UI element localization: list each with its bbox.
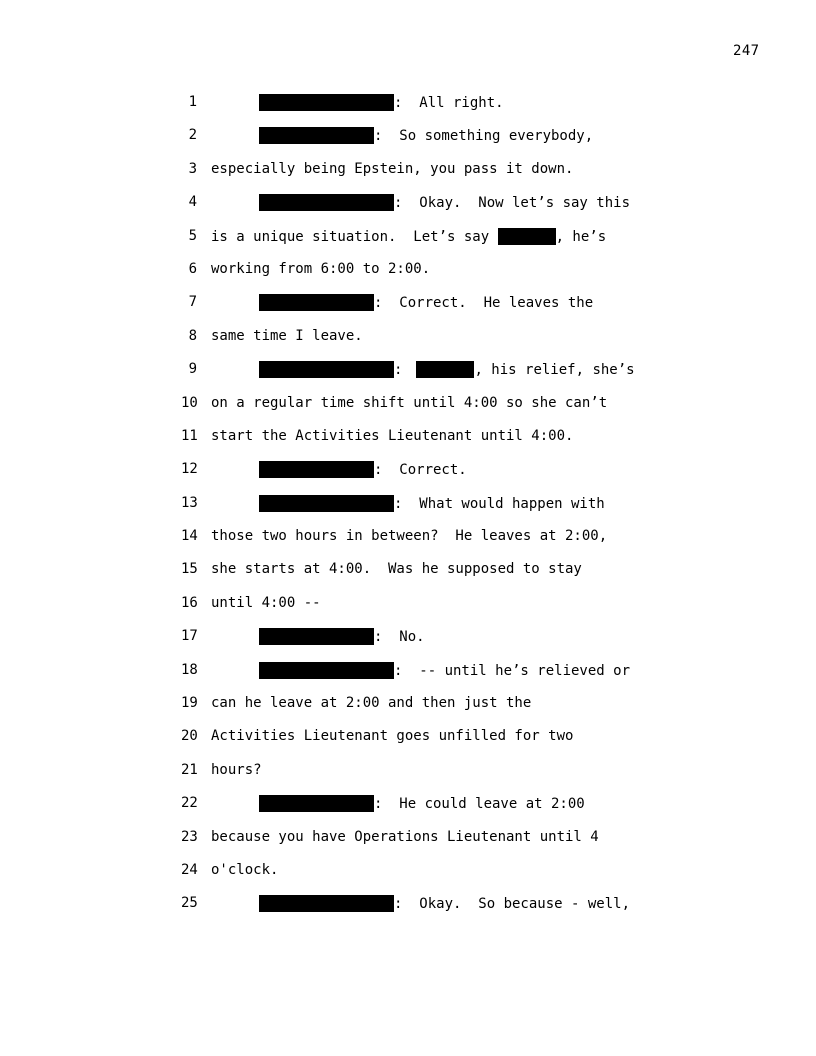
line-number: 24 [181, 861, 198, 878]
transcript-line-4 [0, 194, 816, 227]
line-text: start the Activities Lieutenant until 4:00. [211, 427, 574, 444]
redacted-speaker-name [259, 662, 394, 679]
transcript-line-17 [0, 628, 816, 661]
transcript-line-24 [0, 862, 816, 895]
transcript-line-23 [0, 829, 816, 862]
line-text [259, 461, 467, 478]
transcript-line-8 [0, 328, 816, 361]
line-number: 23 [181, 828, 198, 845]
line-number: 1 [188, 94, 197, 110]
transcript-line-21 [0, 762, 816, 795]
dialogue-text: : All right. [394, 95, 504, 111]
transcript-body [0, 94, 816, 929]
line-number: 17 [181, 628, 198, 645]
line-number: 9 [188, 361, 197, 378]
line-number: 5 [188, 227, 197, 244]
transcript-line-13 [0, 495, 816, 528]
line-text: working from 6:00 to 2:00. [211, 260, 431, 277]
dialogue-text: , his relief, she’s [474, 362, 635, 379]
transcript-line-7 [0, 294, 816, 327]
line-number: 18 [181, 661, 198, 678]
transcript-line-2 [0, 127, 816, 160]
redacted-speaker-name [259, 628, 374, 645]
redacted-name [416, 361, 474, 378]
line-text: o'clock. [211, 861, 279, 878]
line-number: 3 [188, 160, 197, 177]
transcript-line-19 [0, 695, 816, 728]
redacted-speaker-name [259, 895, 394, 912]
line-number: 15 [181, 561, 198, 578]
line-number: 7 [188, 294, 197, 311]
line-number: 21 [181, 761, 198, 778]
line-number: 19 [181, 695, 198, 712]
transcript-line-9 [0, 361, 816, 394]
transcript-line-20 [0, 728, 816, 761]
line-text: hours? [211, 761, 262, 778]
line-number: 10 [181, 394, 198, 411]
transcript-line-6 [0, 261, 816, 294]
dialogue-text: is a unique situation. Let’s say [211, 228, 498, 245]
line-text: Activities Lieutenant goes unfilled for two [211, 728, 574, 745]
line-text [259, 662, 630, 679]
line-number: 22 [181, 795, 198, 812]
transcript-line-10 [0, 395, 816, 428]
dialogue-text: : He could leave at 2:00 [374, 796, 585, 813]
dialogue-text: : Correct. He leaves the [374, 295, 594, 312]
line-text [259, 895, 630, 912]
line-text [259, 628, 425, 645]
line-number: 25 [181, 895, 198, 912]
transcript-line-15 [0, 561, 816, 594]
transcript-line-16 [0, 595, 816, 628]
line-text: on a regular time shift until 4:00 so she can’t [211, 394, 608, 411]
line-text [259, 94, 504, 111]
transcript-line-3 [0, 161, 816, 194]
dialogue-text: : No. [374, 629, 425, 646]
line-text [259, 194, 630, 211]
transcript-line-18 [0, 662, 816, 695]
line-text: same time I leave. [211, 327, 363, 344]
line-text: she starts at 4:00. Was he supposed to stay [211, 561, 582, 578]
page-number: 247 [733, 43, 760, 59]
dialogue-text: : -- until he’s relieved or [394, 662, 631, 679]
transcript-line-11 [0, 428, 816, 461]
line-text: until 4:00 -- [211, 594, 321, 611]
transcript-line-5 [0, 228, 816, 261]
line-text [211, 228, 606, 245]
redacted-speaker-name [259, 495, 394, 512]
dialogue-text: : Okay. So because - well, [394, 896, 631, 913]
line-number: 6 [188, 260, 197, 277]
redacted-speaker-name [259, 795, 374, 812]
redacted-name [498, 228, 556, 245]
dialogue-text: , he’s [555, 228, 607, 245]
line-text: especially being Epstein, you pass it down. [211, 160, 574, 177]
redacted-speaker-name [259, 94, 394, 111]
line-number: 16 [181, 594, 198, 611]
redacted-speaker-name [259, 461, 374, 478]
transcript-line-22 [0, 795, 816, 828]
line-text [259, 294, 593, 311]
line-number: 2 [188, 127, 197, 144]
line-text: those two hours in between? He leaves at 2:00, [211, 528, 608, 545]
line-text [259, 361, 635, 378]
line-number: 12 [181, 461, 198, 478]
line-number: 14 [181, 528, 198, 545]
line-number: 8 [188, 327, 197, 344]
line-number: 4 [188, 194, 197, 211]
transcript-line-25 [0, 895, 816, 928]
redacted-speaker-name [259, 127, 374, 144]
line-number: 20 [181, 728, 198, 745]
line-number: 13 [181, 494, 198, 511]
dialogue-text: : Okay. Now let’s say this [394, 195, 631, 212]
line-number: 11 [181, 427, 198, 444]
redacted-speaker-name [259, 361, 394, 378]
transcript-line-14 [0, 528, 816, 561]
dialogue-text: : Correct. [374, 462, 467, 479]
transcript-line-1 [0, 94, 816, 127]
redacted-speaker-name [259, 294, 374, 311]
line-text [259, 495, 605, 512]
redacted-speaker-name [259, 194, 394, 211]
transcript-line-12 [0, 461, 816, 494]
line-text: because you have Operations Lieutenant until 4 [211, 828, 599, 845]
line-text: can he leave at 2:00 and then just the [211, 695, 532, 712]
line-text [259, 795, 585, 812]
dialogue-text: : [394, 362, 403, 379]
line-text [259, 127, 593, 144]
dialogue-text: : What would happen with [394, 495, 605, 512]
dialogue-text: : So something everybody, [374, 128, 594, 145]
